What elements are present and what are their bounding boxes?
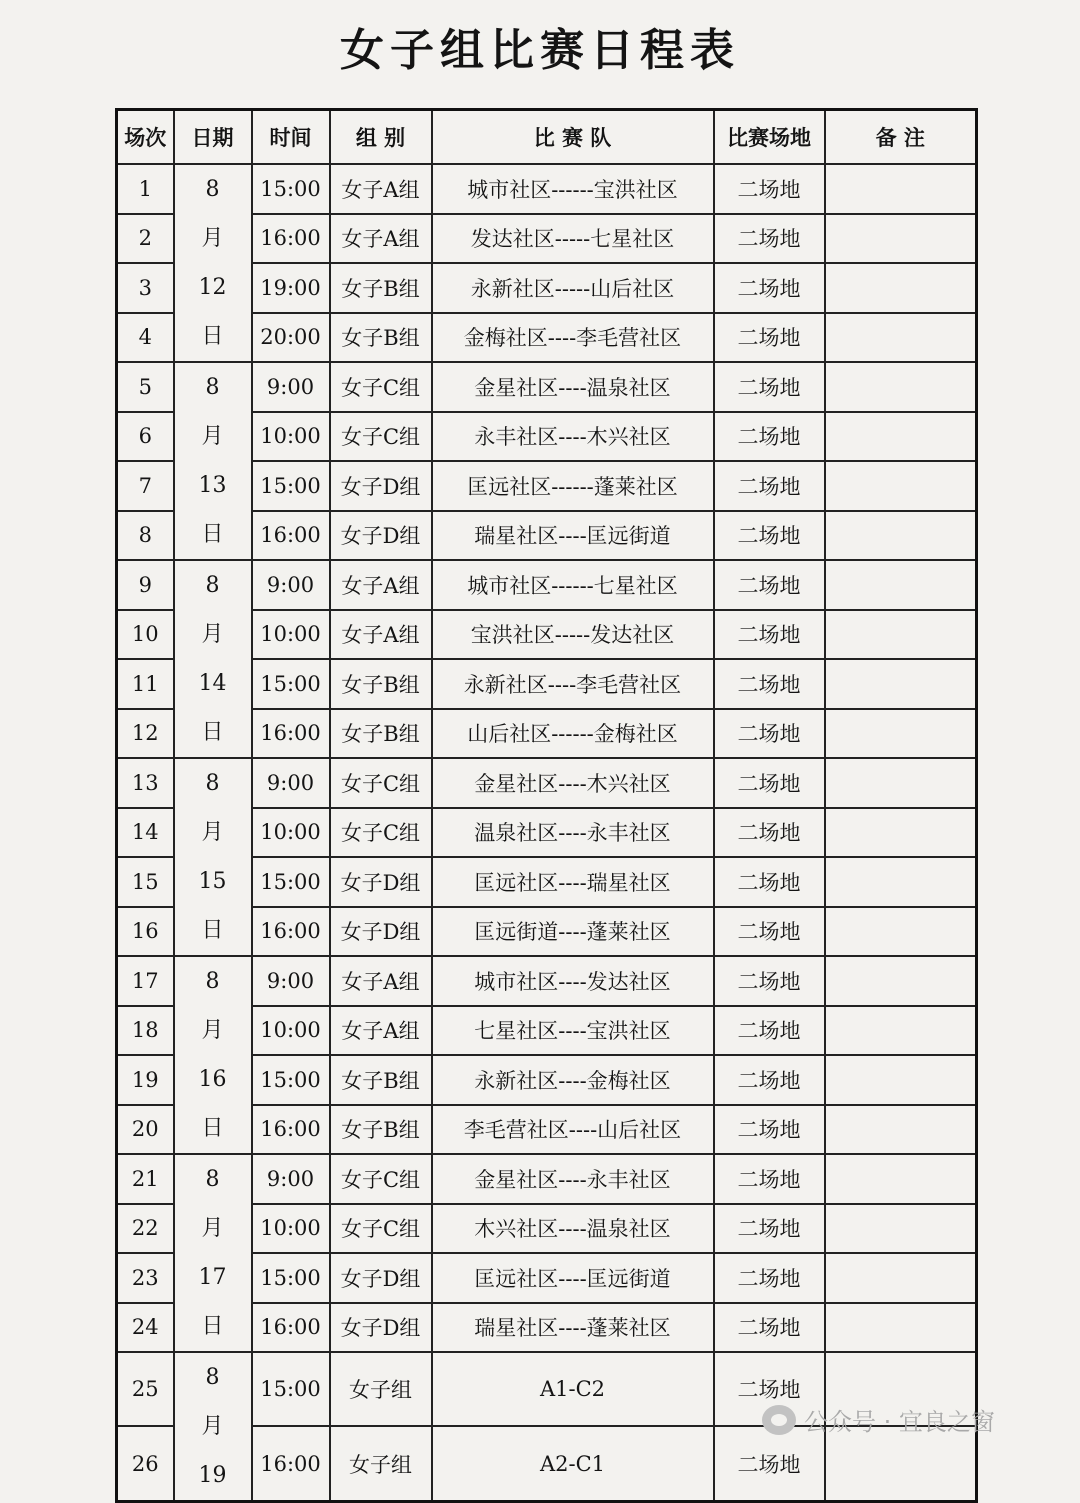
notes-cell [825,808,977,858]
venue-cell: 二场地 [714,659,825,709]
date-part: 月 [201,226,224,251]
table-row [117,164,977,214]
date-part: 8 [205,1365,220,1390]
teams-cell: 永新社区----李毛营社区 [432,659,714,709]
group-cell: 女子A组 [330,1006,432,1056]
date-part: 月 [201,1018,224,1043]
teams-cell: A1-C2 [432,1352,714,1426]
match-number-cell: 10 [117,610,174,660]
teams-cell: A2-C1 [432,1426,714,1501]
date-cell [174,1352,252,1502]
time-cell: 15:00 [252,461,330,511]
time-cell: 9:00 [252,362,330,412]
group-cell: 女子B组 [330,1055,432,1105]
teams-cell: 城市社区------七星社区 [432,560,714,610]
notes-cell [825,263,977,313]
notes-cell [825,907,977,957]
match-number-cell: 5 [117,362,174,412]
date-part: 月 [201,1414,224,1439]
notes-cell [825,1303,977,1353]
match-number-cell: 16 [117,907,174,957]
time-cell: 19:00 [252,263,330,313]
notes-cell [825,659,977,709]
date-part: 月 [201,1216,224,1241]
match-number-cell: 8 [117,511,174,561]
match-number-cell: 26 [117,1426,174,1501]
notes-cell [825,1253,977,1303]
venue-cell: 二场地 [714,808,825,858]
teams-cell: 发达社区-----七星社区 [432,214,714,264]
time-cell: 16:00 [252,1303,330,1353]
match-number-cell: 3 [117,263,174,313]
match-number-cell: 21 [117,1154,174,1204]
time-cell: 15:00 [252,659,330,709]
notes-cell [825,1006,977,1056]
notes-cell [825,610,977,660]
notes-cell [825,214,977,264]
teams-cell: 永新社区-----山后社区 [432,263,714,313]
time-cell: 16:00 [252,1426,330,1501]
date-cell [174,560,252,758]
date-part: 月 [201,424,224,449]
teams-cell: 匡远街道----蓬莱社区 [432,907,714,957]
match-number-cell: 11 [117,659,174,709]
teams-cell: 城市社区----发达社区 [432,956,714,1006]
match-number-cell: 20 [117,1105,174,1155]
group-cell: 女子C组 [330,412,432,462]
venue-cell: 二场地 [714,1154,825,1204]
watermark-text: 公众号 · 宜良之窗 [804,1408,995,1436]
teams-cell: 匡远社区------蓬莱社区 [432,461,714,511]
date-part: 8 [205,573,220,598]
venue-cell: 二场地 [714,560,825,610]
match-number-cell: 14 [117,808,174,858]
date-part: 8 [205,375,220,400]
teams-cell: 金梅社区----李毛营社区 [432,313,714,363]
notes-cell [825,1055,977,1105]
group-cell: 女子B组 [330,1105,432,1155]
match-number-cell: 22 [117,1204,174,1254]
time-cell: 16:00 [252,511,330,561]
wechat-icon [762,1405,796,1435]
date-part: 19 [198,1463,227,1488]
teams-cell: 山后社区------金梅社区 [432,709,714,759]
notes-cell [825,857,977,907]
group-cell: 女子组 [330,1426,432,1501]
group-cell: 女子C组 [330,1204,432,1254]
venue-cell: 二场地 [714,1105,825,1155]
date-part: 日 [201,522,224,547]
venue-cell: 二场地 [714,461,825,511]
group-cell: 女子A组 [330,164,432,214]
teams-cell: 温泉社区----永丰社区 [432,808,714,858]
page-title: 女子组比赛日程表 [340,25,740,76]
date-part: 16 [198,1067,227,1092]
match-number-cell: 24 [117,1303,174,1353]
group-cell: 女子A组 [330,560,432,610]
time-cell: 10:00 [252,1006,330,1056]
venue-cell: 二场地 [714,1253,825,1303]
match-number-cell: 13 [117,758,174,808]
time-cell: 20:00 [252,313,330,363]
teams-cell: 金星社区----永丰社区 [432,1154,714,1204]
group-cell: 女子D组 [330,461,432,511]
time-cell: 15:00 [252,1253,330,1303]
teams-cell: 木兴社区----温泉社区 [432,1204,714,1254]
header-row [117,110,977,165]
notes-cell [825,560,977,610]
header-time: 时间 [252,110,330,165]
venue-cell: 二场地 [714,610,825,660]
watermark [762,1402,995,1437]
venue-cell: 二场地 [714,956,825,1006]
venue-cell: 二场地 [714,511,825,561]
time-cell: 9:00 [252,560,330,610]
notes-cell [825,511,977,561]
group-cell: 女子A组 [330,610,432,660]
header-match-no: 场次 [117,110,174,165]
match-number-cell: 6 [117,412,174,462]
match-number-cell: 12 [117,709,174,759]
time-cell: 9:00 [252,758,330,808]
teams-cell: 瑞星社区----蓬莱社区 [432,1303,714,1353]
match-number-cell: 7 [117,461,174,511]
table-row [117,758,977,808]
venue-cell: 二场地 [714,1204,825,1254]
venue-cell: 二场地 [714,263,825,313]
venue-cell: 二场地 [714,709,825,759]
group-cell: 女子B组 [330,659,432,709]
date-part: 8 [205,1167,220,1192]
notes-cell [825,412,977,462]
venue-cell: 二场地 [714,164,825,214]
venue-cell: 二场地 [714,1426,825,1501]
venue-cell: 二场地 [714,1352,825,1426]
match-number-cell: 19 [117,1055,174,1105]
date-cell [174,362,252,560]
teams-cell: 永丰社区----木兴社区 [432,412,714,462]
notes-cell [825,313,977,363]
notes-cell [825,758,977,808]
time-cell: 10:00 [252,610,330,660]
group-cell: 女子D组 [330,907,432,957]
time-cell: 15:00 [252,1352,330,1426]
group-cell: 女子C组 [330,362,432,412]
venue-cell: 二场地 [714,907,825,957]
date-part: 14 [198,671,227,696]
teams-cell: 李毛营社区----山后社区 [432,1105,714,1155]
time-cell: 10:00 [252,412,330,462]
notes-cell [825,164,977,214]
schedule-table [115,108,978,1503]
group-cell: 女子D组 [330,1303,432,1353]
match-number-cell: 25 [117,1352,174,1426]
date-part: 日 [201,918,224,943]
time-cell: 10:00 [252,808,330,858]
group-cell: 女子D组 [330,857,432,907]
header-teams: 比 赛 队 [432,110,714,165]
teams-cell: 城市社区------宝洪社区 [432,164,714,214]
teams-cell: 瑞星社区----匡远街道 [432,511,714,561]
match-number-cell: 17 [117,956,174,1006]
notes-cell [825,709,977,759]
notes-cell [825,1204,977,1254]
match-number-cell: 1 [117,164,174,214]
teams-cell: 永新社区----金梅社区 [432,1055,714,1105]
group-cell: 女子D组 [330,1253,432,1303]
group-cell: 女子A组 [330,956,432,1006]
table-row [117,1154,977,1204]
date-part: 日 [201,1116,224,1141]
group-cell: 女子C组 [330,758,432,808]
date-cell [174,758,252,956]
venue-cell: 二场地 [714,857,825,907]
notes-cell [825,1154,977,1204]
notes-cell [825,1105,977,1155]
date-part: 8 [205,177,220,202]
match-number-cell: 2 [117,214,174,264]
match-number-cell: 9 [117,560,174,610]
date-part: 17 [198,1265,227,1290]
time-cell: 9:00 [252,956,330,1006]
table-row [117,956,977,1006]
time-cell: 16:00 [252,1105,330,1155]
date-part: 日 [201,1314,224,1339]
teams-cell: 匡远社区----瑞星社区 [432,857,714,907]
teams-cell: 匡远社区----匡远街道 [432,1253,714,1303]
group-cell: 女子D组 [330,511,432,561]
date-cell [174,1154,252,1352]
time-cell: 15:00 [252,1055,330,1105]
date-cell [174,164,252,362]
time-cell: 16:00 [252,214,330,264]
notes-cell [825,461,977,511]
time-cell: 16:00 [252,709,330,759]
match-number-cell: 18 [117,1006,174,1056]
notes-cell [825,956,977,1006]
schedule-body [117,164,977,1502]
header-group: 组 别 [330,110,432,165]
header-venue: 比赛场地 [714,110,825,165]
date-part: 月 [201,622,224,647]
group-cell: 女子B组 [330,263,432,313]
header-notes: 备 注 [825,110,977,165]
date-part: 月 [201,820,224,845]
teams-cell: 金星社区----木兴社区 [432,758,714,808]
group-cell: 女子A组 [330,214,432,264]
date-part: 日 [201,720,224,745]
date-part: 日 [201,324,224,349]
time-cell: 10:00 [252,1204,330,1254]
time-cell: 15:00 [252,164,330,214]
venue-cell: 二场地 [714,313,825,363]
match-number-cell: 15 [117,857,174,907]
venue-cell: 二场地 [714,758,825,808]
table-row [117,362,977,412]
date-cell [174,956,252,1154]
venue-cell: 二场地 [714,362,825,412]
teams-cell: 宝洪社区-----发达社区 [432,610,714,660]
group-cell: 女子B组 [330,709,432,759]
venue-cell: 二场地 [714,1303,825,1353]
header-date: 日期 [174,110,252,165]
time-cell: 15:00 [252,857,330,907]
time-cell: 9:00 [252,1154,330,1204]
venue-cell: 二场地 [714,1006,825,1056]
venue-cell: 二场地 [714,214,825,264]
venue-cell: 二场地 [714,412,825,462]
date-part: 8 [205,771,220,796]
teams-cell: 金星社区----温泉社区 [432,362,714,412]
table-row [117,560,977,610]
match-number-cell: 23 [117,1253,174,1303]
time-cell: 16:00 [252,907,330,957]
venue-cell: 二场地 [714,1055,825,1105]
group-cell: 女子C组 [330,808,432,858]
teams-cell: 七星社区----宝洪社区 [432,1006,714,1056]
date-part: 8 [205,969,220,994]
group-cell: 女子C组 [330,1154,432,1204]
group-cell: 女子B组 [330,313,432,363]
date-part: 13 [198,473,227,498]
match-number-cell: 4 [117,313,174,363]
date-part: 15 [198,869,227,894]
date-part: 12 [198,275,227,300]
group-cell: 女子组 [330,1352,432,1426]
notes-cell [825,362,977,412]
